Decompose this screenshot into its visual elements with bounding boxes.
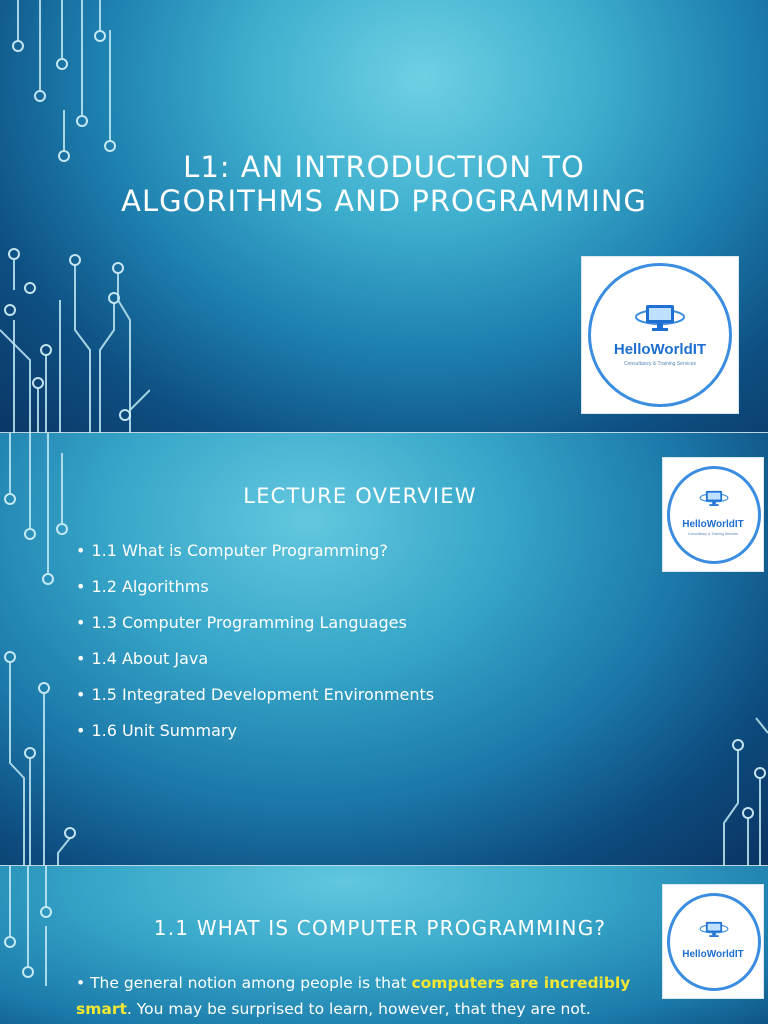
logo-tagline: Consultancy & Training Services [687,532,739,536]
para-text-1: The general notion among people is that [90,974,412,992]
logo-ring [667,893,761,991]
logo-brand: HelloWorldIT [682,519,744,530]
title-line-1: L1: AN INTRODUCTION TO [183,150,585,184]
list-item: • 1.4 About Java [76,648,434,684]
title-line-2: ALGORITHMS AND PROGRAMMING [121,184,647,218]
slide-1 [0,0,768,433]
logo-brand: HelloWorldIT [682,949,744,960]
logo-ring [667,466,761,564]
para-text-2: . You may be surprised to learn, however, that they are not. [126,1000,591,1018]
intro-paragraph: • The general notion among people is that computers are incredibly smart. You may be surprised to learn, however, that they are not. [76,974,631,1018]
list-item: • 1.1 What is Computer Programming? [76,540,434,576]
logo-tagline: Consultancy & Training Services [624,361,696,367]
para-highlight-1: computers are incredibly [411,974,631,992]
overview-list [76,540,434,756]
monitor-icon [634,301,686,337]
list-item: • 1.2 Algorithms [76,576,434,612]
list-item: • 1.5 Integrated Development Environments [76,684,434,720]
helloworldit-logo [662,457,764,572]
circuit-decoration [0,866,70,1024]
para-highlight-2: smart [76,1000,127,1018]
list-item: • 1.6 Unit Summary [76,720,434,756]
section-heading: 1.1 WHAT IS COMPUTER PROGRAMMING? [153,916,607,940]
helloworldit-logo [662,884,764,999]
circuit-decoration [700,713,768,866]
lecture-overview-heading: LECTURE OVERVIEW [243,484,477,508]
list-item: • 1.3 Computer Programming Languages [76,612,434,648]
helloworldit-logo [581,256,739,414]
logo-brand: HelloWorldIT [613,341,707,358]
slide-title [0,150,768,218]
